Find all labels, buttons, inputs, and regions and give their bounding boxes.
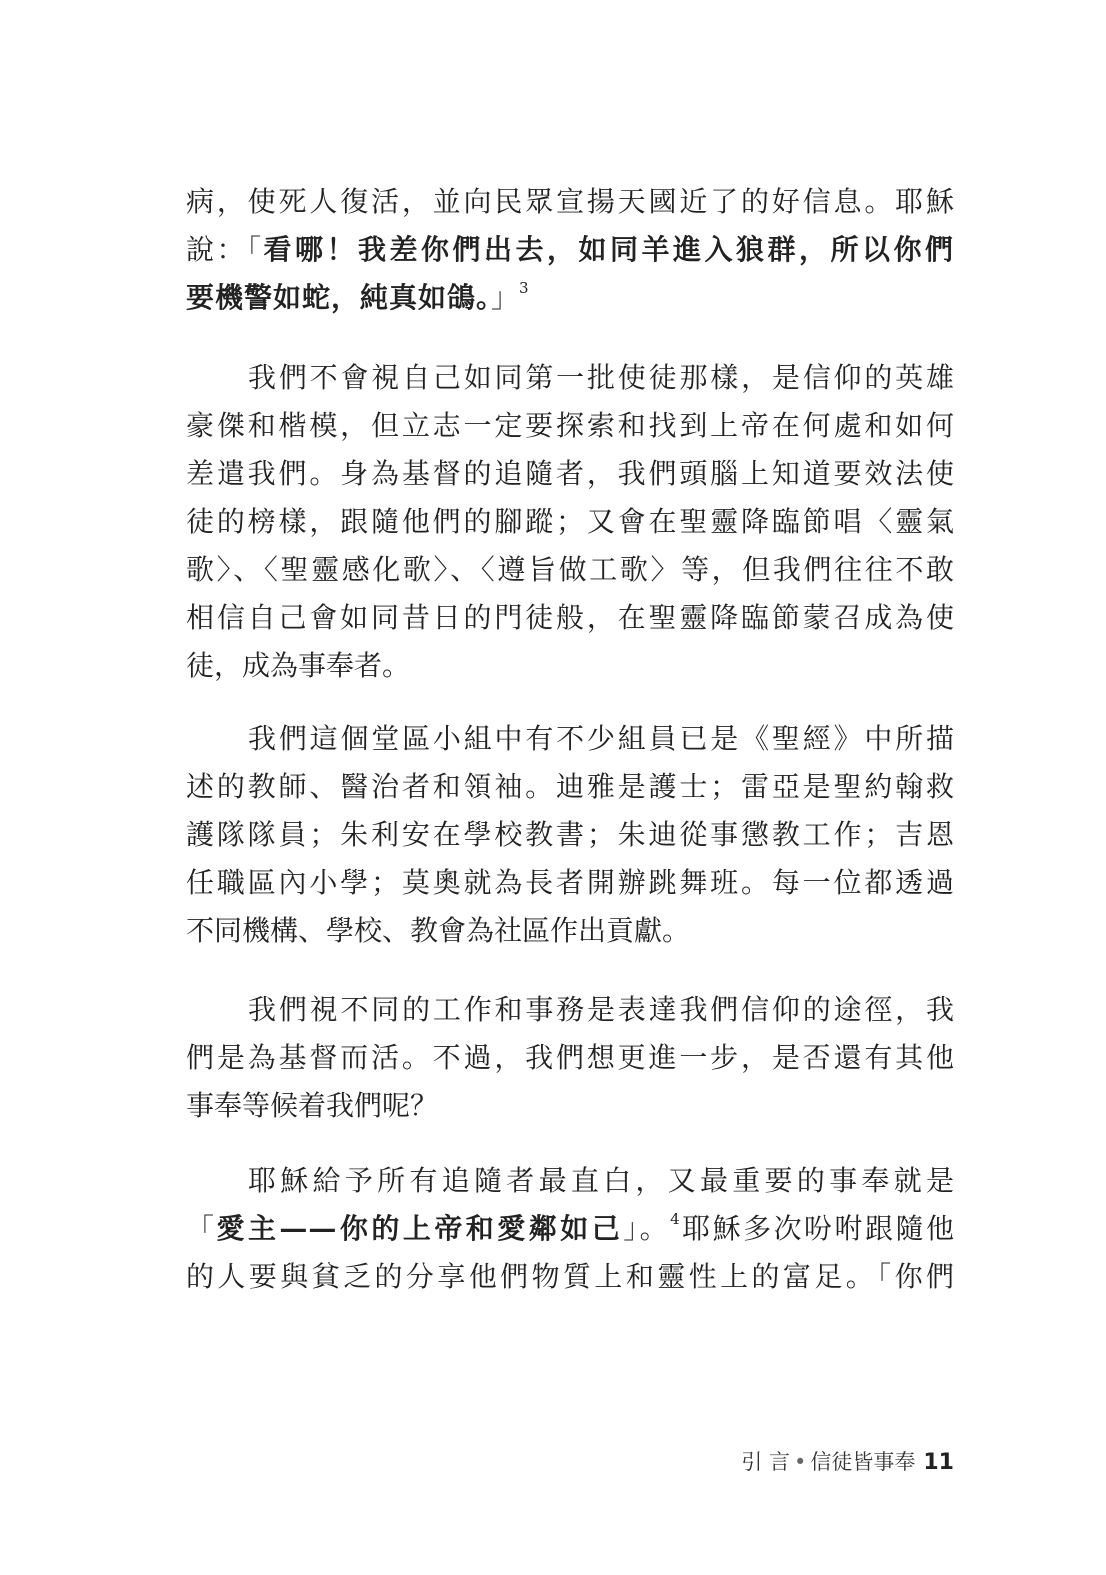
text-line <box>186 1157 954 1205</box>
footnote-marker: 3 <box>519 279 529 297</box>
page-number: 11 <box>923 1450 954 1475</box>
text-span: 差遣我們。身為基督的追隨者，我們頭腦上知道要效法使 <box>186 457 954 490</box>
text-line <box>186 763 954 811</box>
footer-section: 引 言 <box>741 1450 790 1474</box>
text-line <box>186 450 954 498</box>
text-span: 」。 <box>623 1212 671 1245</box>
paragraph-2 <box>186 354 954 690</box>
text-line <box>186 274 954 322</box>
text-line <box>186 546 954 594</box>
paragraph-1 <box>186 178 954 322</box>
text-line <box>186 811 954 859</box>
text-span: 耶穌多次吩咐跟隨他 <box>679 1212 954 1245</box>
text-line <box>186 226 954 274</box>
text-line <box>186 986 954 1034</box>
text-span: 述的教師、醫治者和領袖。迪雅是護士；雷亞是聖約翰救 <box>186 770 954 803</box>
text-line <box>186 1205 954 1253</box>
paragraph-3 <box>186 715 954 955</box>
text-span: 徒，成為事奉者。 <box>186 649 411 682</box>
scripture-quote: 看哪！我差你們出去，如同羊進入狼群，所以你們 <box>263 233 954 266</box>
text-line <box>186 907 954 955</box>
text-span: 耶穌給予所有追隨者最直白，又最重要的事奉就是 <box>248 1164 954 1197</box>
text-line <box>186 642 954 690</box>
paragraph-5 <box>186 1157 954 1301</box>
paragraph-4 <box>186 986 954 1130</box>
text-span: 的人要與貧乏的分享他們物質上和靈性上的富足。「你們 <box>186 1260 954 1293</box>
scripture-quote: 愛主——你的上帝和愛鄰如己 <box>216 1212 624 1245</box>
running-footer <box>741 1446 954 1476</box>
text-span: 事奉等候着我們呢？ <box>186 1089 439 1122</box>
text-line <box>186 178 954 226</box>
footer-separator: • <box>793 1450 807 1474</box>
text-span: 相信自己會如同昔日的門徒般，在聖靈降臨節蒙召成為使 <box>186 601 954 634</box>
scripture-quote: 要機警如蛇，純真如鴿。 <box>186 281 492 314</box>
text-span: 豪傑和楷模，但立志一定要探索和找到上帝在何處和如何 <box>186 409 954 442</box>
text-line <box>186 1082 954 1130</box>
text-line <box>186 859 954 907</box>
text-span: 我們視不同的工作和事務是表達我們信仰的途徑，我 <box>248 993 954 1026</box>
text-line <box>186 715 954 763</box>
text-span: 歌〉、〈聖靈感化歌〉、〈遵旨做工歌〉等，但我們往往不敢 <box>186 553 954 586</box>
footer-title: 信徒皆事奉 <box>810 1450 916 1474</box>
text-span: 病，使死人復活，並向民眾宣揚天國近了的好信息。耶穌 <box>186 185 954 218</box>
text-span: 「 <box>186 1212 217 1245</box>
text-line <box>186 402 954 450</box>
text-line <box>186 354 954 402</box>
text-span: 任職區內小學；莫奧就為長者開辦跳舞班。每一位都透過 <box>186 866 954 899</box>
text-span: 我們不會視自己如同第一批使徒那樣，是信仰的英雄 <box>248 361 954 394</box>
text-line <box>186 1253 954 1301</box>
text-span: 說：「 <box>186 233 264 266</box>
text-span: 不同機構、學校、教會為社區作出貢獻。 <box>186 914 691 947</box>
text-line <box>186 1034 954 1082</box>
text-line <box>186 594 954 642</box>
text-span: 我們這個堂區小組中有不少組員已是《聖經》中所描 <box>248 722 954 755</box>
text-span: 」 <box>491 281 520 314</box>
text-span: 徒的榜樣，跟隨他們的腳蹤；又會在聖靈降臨節唱〈靈氣 <box>186 505 954 538</box>
footnote-marker: 4 <box>670 1210 680 1228</box>
text-span: 護隊隊員；朱利安在學校教書；朱迪從事懲教工作；吉恩 <box>186 818 954 851</box>
text-span: 們是為基督而活。不過，我們想更進一步，是否還有其他 <box>186 1041 954 1074</box>
text-line <box>186 498 954 546</box>
